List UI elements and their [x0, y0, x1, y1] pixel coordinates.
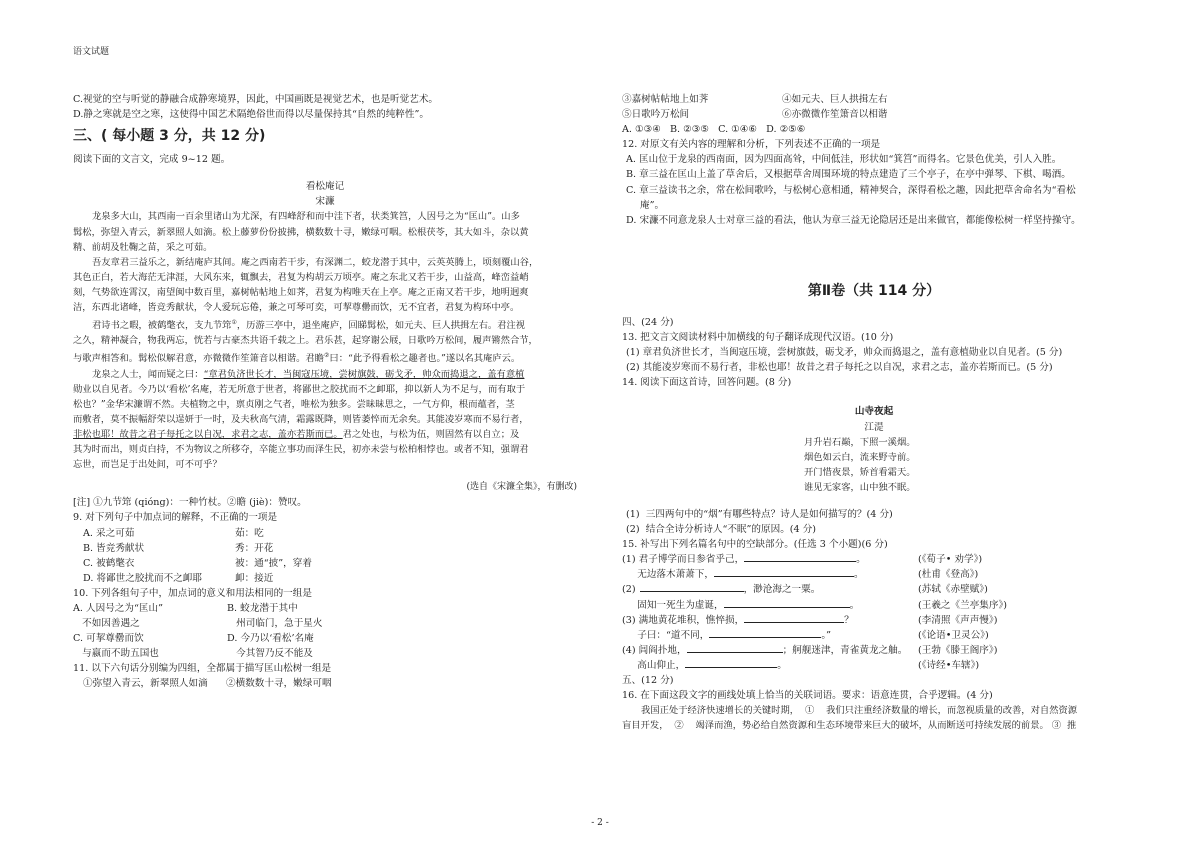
essay-line: 勋业以自见者。今乃以‘看松’名庵，若无所意于世者，将鄙世之胶扰而不之卹耶，抑以新人为不足与，而有取于 — [73, 383, 526, 395]
q11-items-row — [622, 92, 1126, 107]
essay-line: 松也？”金华宋濂谓不然。夫植物之中，禀贞刚之气者，唯松为独多。尝昧昧思之，一气方仰，根而蕴者，茎 — [73, 398, 515, 410]
underlined-sentence-2a: 非松也耶！ — [73, 428, 120, 440]
q15-row — [622, 628, 1126, 643]
q14-part-2: (2) 结合全诗分析诗人“不眠”的原因。(4 分) — [626, 524, 817, 536]
question-13: 13. 把文言文阅读材料中加横线的句子翻译成现代汉语。(10 分) — [622, 332, 894, 344]
q15-tail: 。 — [777, 659, 787, 671]
q15-text: 固知一死生为虚诞， — [622, 599, 724, 611]
answer-blank[interactable] — [709, 637, 821, 638]
q15-tail: 。 — [854, 569, 864, 581]
q15-item — [622, 598, 918, 613]
essay-line — [73, 315, 577, 333]
section-4-title: 四、(24 分) — [622, 316, 674, 328]
q11-choices: A. ①③④ B. ②③⑤ C. ①④⑥ D. ②⑤⑥ — [622, 124, 806, 136]
q15-source: (王勃《滕王阁序》) — [918, 644, 998, 656]
q15-item — [622, 628, 918, 643]
poem-line: 月升岩石巅，下照一溪烟。 — [804, 436, 916, 448]
section-5-title: 五、(12 分) — [622, 675, 674, 686]
answer-blank[interactable] — [744, 561, 856, 562]
essay-line: 忘世，而岂足于出处间，可不可乎？ — [73, 459, 222, 471]
q10-option: C. 可挈尊罍而饮 — [73, 633, 144, 645]
q15-text: (1) 君子博学而日参省乎己， — [622, 554, 745, 566]
q15-item — [622, 658, 918, 673]
option-c-text: C.视觉的空与听觉的静融合成静寒境界，因此，中国画既是视觉艺术，也是听觉艺术。 — [73, 94, 439, 105]
q10-option: A. 人因号之为“匡山” — [73, 603, 163, 614]
q15-row — [622, 552, 1126, 567]
q9-option-label: D. 将鄙世之胶扰而不之卹耶 — [83, 572, 202, 584]
q11-items: ①弥望入青云，新翠照人如滴 ②横数数十寻，嫩绿可咽 — [83, 678, 332, 690]
essay-line: 髯松，弥望入青云，新翠照人如滴。松上藤萝份份披拂，横数数十寻，嫩绿可咽。松根茯苓，其大如斗，杂以黄 — [73, 226, 529, 238]
q9-option-gloss: 茹：吃 — [235, 527, 264, 539]
essay-line — [73, 367, 577, 382]
poem-line: 谁见无家客，山中独不眠。 — [804, 481, 916, 493]
poem-title: 山寺夜起 — [854, 406, 894, 418]
q9-option-label: C. 被鹤氅衣 — [83, 557, 135, 569]
q15-row — [622, 598, 1126, 613]
question-12: 12. 对原文有关内容的理解和分析，下列表述不正确的一项是 — [622, 139, 881, 151]
q9-option-label: B. 皆竞秀献状 — [83, 542, 145, 554]
essay-text: 君诗书之暇，被鹤氅衣，支九节筇 — [92, 320, 232, 332]
footnote-mark-1: ① — [231, 319, 237, 327]
q11-item: ⑤日歌吟万松间 — [622, 109, 690, 121]
q10-option: 不如因善遇之 — [73, 618, 140, 630]
underlined-sentence-2b: 故昔之君子每托之以自况，求君之志，盖亦若斯而已。 — [119, 428, 343, 440]
q15-tail: 。 — [856, 554, 866, 566]
q10-option: D. 今乃以‘看松’名庵 — [227, 633, 314, 645]
q15-row — [622, 643, 1126, 658]
q10-option-row — [73, 601, 577, 616]
q15-row — [622, 567, 1126, 582]
footnote: [注] ①九节筇 (qióng)：一种竹杖。②瞻 (jiè)：赞叹。 — [73, 497, 307, 509]
underlined-sentence-1: “章君负济世长才，当闽寇压境，尝树旗鼓，砺戈矛，帅众而捣退之，盖有意植 — [203, 368, 525, 380]
q16-passage-line: 盲目开发， ② 竭泽而渔，势必给自然资源和生态环境带来巨大的破坏，从而断送可持续发展的前景。 ③ 推 — [622, 720, 1077, 732]
q9-option-gloss: 被：通“披”，穿着 — [235, 557, 312, 569]
q15-tail: ；舸舰迷津，青雀黄龙之舳。 — [782, 644, 908, 656]
answer-blank[interactable] — [724, 607, 850, 608]
essay-title: 看松庵记 — [305, 181, 345, 193]
q9-option — [83, 571, 577, 586]
question-16: 16. 在下面这段文字的画线处填上恰当的关联词语。要求：语意连贯，合乎逻辑。(4 分) — [622, 690, 993, 702]
q15-text: (3) 满地黄花堆积，憔悴损， — [622, 614, 745, 626]
q15-source: (王羲之《兰亭集序》) — [918, 599, 1008, 611]
q9-option — [83, 556, 577, 571]
question-9: 9. 对下列句子中加点词的解释，不正确的一项是 — [73, 512, 278, 524]
essay-text: 君之处也，与松为伍，则固然有以自立；及 — [342, 428, 520, 440]
essay-text: 与歌声相答和。髯松似解君意，亦微微作笙箫音以相谐。君瞻 — [73, 353, 325, 365]
q15-item — [622, 582, 918, 597]
essay-line: 龙泉多大山，其西南一百余里诸山为尤深，有四峰舒和而中洼下者，状类箕筥，人因号之为“匡山”。山多 — [92, 211, 520, 223]
q15-item — [622, 552, 918, 567]
q12-option-b: B. 章三益在匡山上盖了草舍后，又根据草舍周围环境的特点建造了三个亭子，在亭中弹琴、下棋、喝酒。 — [626, 169, 1071, 181]
q14-part-1: (1) 三四两句中的“烟”有哪些特点？诗人是如何描写的？(4 分) — [626, 508, 893, 520]
poem-line: 烟色如云白，流来野寺前。 — [804, 451, 916, 463]
q15-tail: ，渺沧海之一粟。 — [743, 584, 821, 596]
q13-part-2: (2) 其能凌岁寒而不易行者，非松也耶！故昔之君子每托之以自况，求君之志，盖亦若斯而已。(5 分) — [626, 362, 1053, 374]
q10-option: 今其智乃反不能及 — [227, 648, 313, 660]
page-number: - 2 - — [591, 818, 609, 828]
essay-line: 而敷者，莫不振幅舒荣以逞妍于一时，及夫秋高气清，霜露既降，则皆萎悴而无余矣。其能凌岁寒而不易行者， — [73, 413, 529, 425]
essay-text: 曰：“此予得看松之趣者也。”遂以名其庵庐云。 — [329, 353, 521, 365]
q15-item — [622, 567, 918, 582]
essay-line: 其为时而出，则贞白持，不为物议之所移夺，卒能立事功而泽生民，初亦未尝与松柏相悖也。或者不知，强谓君 — [73, 444, 529, 456]
q15-item — [622, 613, 918, 628]
q15-row — [622, 582, 1126, 597]
q11-item: ⑥亦微微作笙箫音以相谐 — [782, 109, 888, 121]
footnote-mark-2: ② — [324, 352, 330, 360]
q10-option: B. 蛟龙潜于其中 — [227, 603, 298, 614]
q10-option: 与嬴而不助五国也 — [73, 648, 159, 660]
q11-items-row — [622, 107, 1126, 122]
option-d-text: D.静之寒就是空之寒，这使得中国艺术隔绝俗世而得以尽量保持其“自然的纯粹性”。 — [73, 109, 429, 121]
essay-line: 吾友章君三益乐之，新结庵庐其间。庵之西南若干步，有深渊二，蛟龙潜于其中，云英英腾上，顷刻覆山谷， — [92, 256, 539, 268]
q15-source: (《荀子• 劝学》) — [918, 554, 983, 566]
q15-row — [622, 658, 1126, 673]
q9-option — [83, 541, 577, 556]
q15-source: (《论语•卫灵公》) — [918, 629, 989, 641]
essay-text: 龙泉之人士，闻而疑之曰： — [92, 368, 204, 380]
essay-source: (选自《宋濂全集》，有删改) — [466, 482, 577, 493]
page-header: 语文试题 — [73, 47, 110, 57]
q15-text: (2) — [622, 584, 636, 596]
answer-blank[interactable] — [640, 591, 744, 592]
right-column — [622, 92, 1126, 733]
q12-option-d: D. 宋濂不同意龙泉人士对章三益的看法，他认为章三益无论隐居还是出来做官，都能像松树一样坚持操守。 — [626, 214, 1081, 226]
q15-tail: ？ — [844, 614, 854, 626]
q15-tail: 。 — [849, 599, 860, 611]
answer-blank[interactable] — [687, 652, 783, 653]
q12-option-a: A. 匡山位于龙泉的西南面，因为四面高耸，中间低洼，形状如“箕筥”而得名。它景色优美，引人入胜。 — [626, 154, 1062, 166]
q15-text: 无边落木萧萧下， — [622, 569, 714, 581]
poem-author: 江湜 — [864, 421, 884, 433]
section-3-title: 三、( 每小题 3 分，共 12 分) — [73, 128, 266, 145]
q16-passage-line: 我国正处于经济快速增长的关键时期， ① 我们只注重经济数量的增长，而忽视质量的改善，对自然资源 — [641, 705, 1078, 717]
essay-line: 之久，精神凝合，物我两忘，恍若与古豪杰共语千载之上。君乐甚，起穿谢公屐，日歌吟万松间，履声锵然合节， — [73, 335, 538, 347]
q10-option-row — [73, 631, 577, 646]
question-14: 14. 阅读下面这首诗，回答问题。(8 分) — [622, 377, 792, 389]
essay-line: 精、前胡及牡鞠之苗，采之可茹。 — [73, 241, 213, 253]
q12-option-c: C. 章三益读书之余，常在松间歌吟，与松树心意相通，精神契合，深得看松之趣，因此把草舍命名为“看松 — [626, 184, 1076, 196]
instruction: 阅读下面的文言文，完成 9~12 题。 — [73, 154, 231, 166]
q9-option-label: A. 采之可茹 — [83, 527, 135, 539]
essay-line: 刻，气势欲连霄汉，南望闽中数百里，嘉树帖帖地上如荠，君复为构唯天在上亭。庵之正南又若干步，地明迥爽 — [73, 286, 529, 298]
essay-line — [73, 427, 577, 442]
q15-tail: 。” — [821, 629, 832, 641]
q15-source: (李清照《声声慢》) — [918, 614, 998, 626]
q15-source: (《诗经•车辖》) — [918, 659, 980, 671]
answer-blank[interactable] — [744, 622, 844, 623]
essay-author: 宋濂 — [315, 196, 335, 208]
answer-blank[interactable] — [685, 667, 777, 668]
essay-text: ，历游三亭中，退坐庵庐，回睇髯松，如元夫、巨人拱揖左右。君注视 — [236, 320, 526, 332]
q10-option-row — [73, 646, 577, 661]
essay-line: 洁，东西北诸峰，皆竞秀献状，令人爱玩忘倦，兼之可琴可奕，可挈尊罍而饮，无不宜者，君复为构环中亭。 — [73, 302, 520, 314]
essay-line: 其色正白，若大海茫无津涯，大风东来，辄飘去，君复为构胡云万顷亭。庵之东北又若干步，山益高，峰峦益峭 — [73, 271, 529, 283]
answer-blank[interactable] — [714, 576, 854, 577]
q9-option-gloss: 秀：开花 — [235, 542, 274, 554]
volume-2-title: 第Ⅱ卷（共 114 分） — [807, 282, 941, 299]
q15-source: (苏轼《赤壁赋》) — [918, 584, 988, 596]
essay-body — [73, 209, 577, 472]
essay-line — [73, 348, 577, 366]
q15-source: (杜甫《登高》) — [918, 569, 979, 581]
question-11: 11. 以下六句话分别编为四组，全都属于描写匡山松树一组是 — [73, 663, 332, 675]
q15-text: 子曰：“道不同， — [622, 629, 710, 641]
question-15: 15. 补写出下列名篇名句中的空缺部分。(任选 3 个小题)(6 分) — [622, 539, 888, 551]
q13-part-1: (1) 章君负济世长才，当闽寇压境，尝树旗鼓，砺戈矛，帅众而捣退之，盖有意植勋业以自见者。(5 分) — [626, 347, 1063, 359]
q15-row — [622, 613, 1126, 628]
question-10: 10. 下列各组句子中，加点词的意义和用法相同的一组是 — [73, 587, 312, 599]
q10-option: 州司临门，急于星火 — [227, 618, 323, 630]
q15-item — [622, 643, 918, 658]
left-column — [73, 92, 577, 692]
q10-option-row — [73, 616, 577, 631]
q12-option-c-cont: 庵”。 — [640, 199, 665, 211]
poem-body — [804, 435, 1126, 495]
q15-text: (4) 闾阎扑地， — [622, 644, 687, 656]
q9-option — [83, 526, 577, 541]
q11-item: ④如元夫、巨人拱揖左右 — [782, 94, 888, 105]
q15-text: 高山仰止， — [622, 659, 686, 671]
q11-item: ③嘉树帖帖地上如荠 — [622, 94, 709, 105]
poem-line: 开门惜夜景，矫首看霜天。 — [804, 466, 916, 478]
q9-option-gloss: 卹：接近 — [235, 572, 274, 584]
